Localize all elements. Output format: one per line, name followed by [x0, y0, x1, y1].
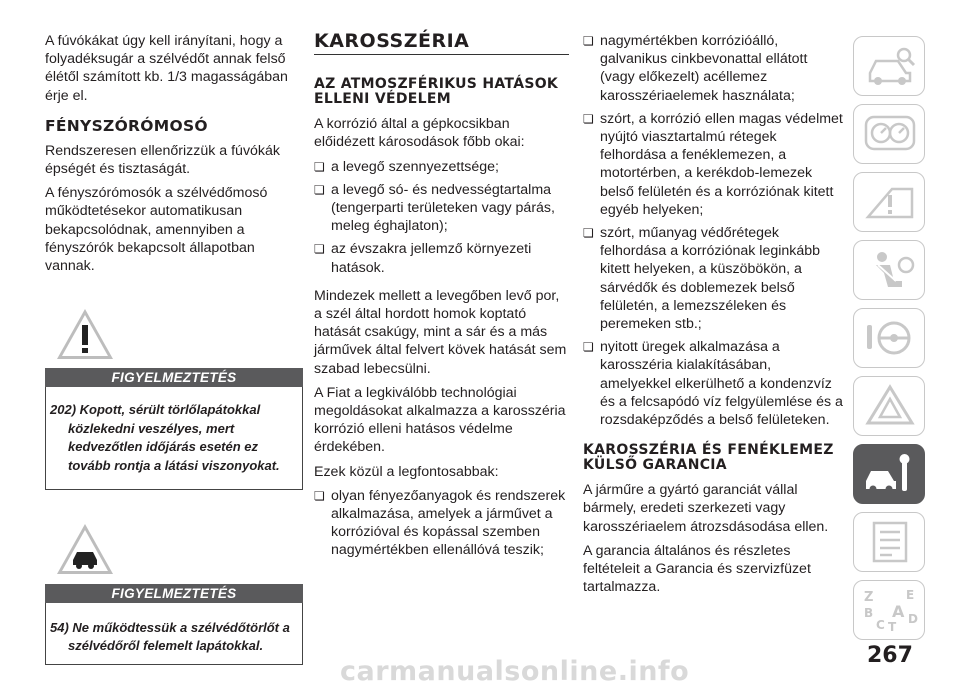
exclamation-triangle-icon: [55, 307, 115, 361]
paragraph: A garancia általános és részletes feltételeit a Garancia és szervizfüzet tartalmazza.: [583, 542, 811, 596]
warning-text: 202) Kopott, sérült törlőlapátokkal közlekedni veszélyes, mert kedvezőtlen időjárás esetén ez tovább rontja a látási viszonyokat.: [50, 402, 280, 473]
svg-text:B: B: [864, 606, 874, 620]
warning-title: FIGYELMEZTETÉS: [45, 584, 303, 603]
warning-text: 54) Ne működtessük a szélvédőtörlőt a szélvédőről felemelt lapátokkal.: [50, 619, 290, 654]
paragraph: Rendszeresen ellenőrizzük a fúvókák épségét és tisztaságát.: [45, 142, 281, 178]
svg-text:T: T: [888, 620, 897, 633]
measures-list-continued: [583, 32, 845, 429]
tab-index[interactable]: [853, 580, 925, 640]
warning-box: [45, 603, 303, 665]
paragraph: A Fiat a legkiválóbb technológiai megoldásokat alkalmazza a karosszéria korrózió elleni hatásos védelme érdekében.: [314, 384, 566, 456]
svg-text:Z: Z: [864, 590, 874, 605]
list-item: ❏ olyan fényezőanyagok és rendszerek alkalmazása, amelyek a járművet a korrózióval és kopással szemben nagymértékben ellenállóvá teszik;: [314, 487, 569, 560]
section-heading-body-guarantee: KAROSSZÉRIA ÉS FENÉKLEMEZ KÜLSŐ GARANCIA: [583, 442, 834, 474]
paragraph: A járműre a gyártó garanciát vállal bármely, eredeti szerkezeti vagy karosszériaelem átrozsdásodása ellen.: [583, 482, 829, 535]
tab-emergency[interactable]: [853, 376, 925, 436]
paragraph: A korrózió által a gépkocsikban előidézett károsodások főbb okai:: [314, 116, 525, 151]
paragraph: Mindezek mellett a levegőben levő por, a szél által hordott homok koptató hatását csakúgy, mint a sár és a más járművek által felvert kövek hatását sem szabad lebecsülni.: [314, 287, 567, 377]
chapter-heading: KAROSSZÉRIA: [314, 32, 569, 55]
list-item: ❏ a levegő szennyezettsége;: [314, 158, 569, 176]
list-item: ❏ szórt, a korrózió ellen magas védelmet nyújtó viasztartalmú rétegek felhordása a fenéklemezen, a motortérben, a kerékdob-lemezek belső felületén és a korróziónak kitett egyéb helyeken;: [583, 110, 845, 219]
tab-technical-data[interactable]: [853, 512, 925, 572]
tab-dashboard[interactable]: [853, 104, 925, 164]
tab-car-overview[interactable]: [853, 36, 925, 96]
list-item: ❏ szórt, műanyag védőrétegek felhordása a korróziónak leginkább kitett helyeken, a küszöbökön, a sárvédők és doblemezek belső felületén, a lemezszéleken és peremeken stb.;: [583, 224, 845, 333]
tab-warning-lights[interactable]: [853, 172, 925, 232]
list-item: ❏ nagymértékben korrózióálló, galvanikus cinkbevonattal ellátott (vagy előkezelt) acéllemez karosszériaelemek használata;: [583, 32, 845, 105]
warning-block-1: [45, 285, 303, 490]
list-item: ❏ nyitott üregek alkalmazása a karosszéria kialakításában, amelyekkel elkerülhető a kondenzvíz és a felcsapódó víz felgyülemlése és a rozsdaképződés a belső felületeken.: [583, 338, 845, 429]
car-skid-triangle-icon: [55, 522, 115, 576]
steering-key-icon: [862, 315, 918, 361]
warning-box: [45, 387, 303, 490]
emergency-triangle-icon: [862, 383, 918, 429]
svg-text:D: D: [908, 612, 918, 626]
causes-list: [314, 158, 569, 277]
warning-light-icon: [862, 179, 918, 225]
list-item: ❏ az évszakra jellemző környezeti hatások.: [314, 240, 569, 276]
warning-title: FIGYELMEZTETÉS: [45, 368, 303, 387]
warning-block-2: [45, 500, 303, 664]
section-heading-atmospheric-protection: AZ ATMOSZFÉRIKUS HATÁSOK ELLENI VÉDELEM: [314, 76, 559, 108]
watermark: carmanualsonline.info: [340, 656, 690, 687]
intro-paragraph: A fúvókákat úgy kell irányítani, hogy a folyadéksugár a szélvédőt annak felső élétől számított kb. 1/3 magasságában érje el.: [45, 33, 288, 104]
section-heading-headlamp-washer: FÉNYSZÓRÓMOSÓ: [45, 116, 208, 135]
tab-maintenance[interactable]: [853, 444, 925, 504]
alphabetical-index-icon: [862, 587, 918, 633]
page-number: 267: [867, 643, 913, 668]
tab-starting-driving[interactable]: [853, 308, 925, 368]
car-maintenance-icon: [862, 451, 918, 497]
car-overview-icon: [862, 43, 918, 89]
paragraph: A fényszórómosók a szélvédőmosó működtetésekor automatikusan bekapcsolódnak, amennyiben a fényszórók bekapcsolt állapotban vannak.: [45, 185, 268, 275]
paragraph: Ezek közül a legfontosabbak:: [314, 463, 499, 480]
seatbelt-airbag-icon: [862, 247, 918, 293]
measures-list: [314, 487, 569, 560]
svg-text:E: E: [906, 588, 915, 602]
dashboard-gauges-icon: [862, 111, 918, 157]
svg-text:A: A: [892, 602, 905, 621]
list-item: ❏ a levegő só- és nedvességtartalma (tengerparti területeken vagy párás, meleg éghajlaton);: [314, 181, 569, 236]
column-right: [583, 32, 845, 602]
tab-safety[interactable]: [853, 240, 925, 300]
svg-text:C: C: [876, 618, 885, 632]
column-middle: [314, 32, 569, 566]
technical-data-icon: [862, 519, 918, 565]
column-left: [45, 32, 303, 665]
